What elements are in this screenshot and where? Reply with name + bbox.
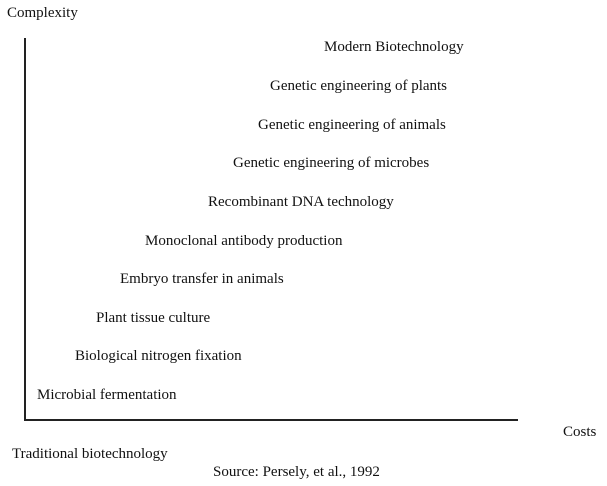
stage-genetic-engineering-animals: Genetic engineering of animals — [258, 117, 446, 133]
stage-nitrogen-fixation: Biological nitrogen fixation — [75, 348, 242, 364]
stage-microbial-fermentation: Microbial fermentation — [37, 387, 177, 403]
source-citation: Source: Persely, et al., 1992 — [213, 464, 380, 480]
y-axis-line — [24, 38, 26, 420]
stage-genetic-engineering-microbes: Genetic engineering of microbes — [233, 155, 430, 171]
x-axis-label: Costs — [563, 424, 597, 440]
stage-plant-tissue-culture: Plant tissue culture — [96, 310, 211, 326]
origin-label: Traditional biotechnology — [12, 446, 168, 462]
stage-recombinant-dna: Recombinant DNA technology — [208, 194, 394, 210]
stage-embryo-transfer: Embryo transfer in animals — [120, 271, 284, 287]
y-axis-label: Complexity — [7, 5, 78, 21]
x-axis-line — [24, 419, 518, 421]
stage-genetic-engineering-plants: Genetic engineering of plants — [270, 78, 448, 94]
stage-monoclonal-antibody: Monoclonal antibody production — [145, 233, 343, 249]
stage-modern-biotechnology: Modern Biotechnology — [324, 39, 464, 55]
